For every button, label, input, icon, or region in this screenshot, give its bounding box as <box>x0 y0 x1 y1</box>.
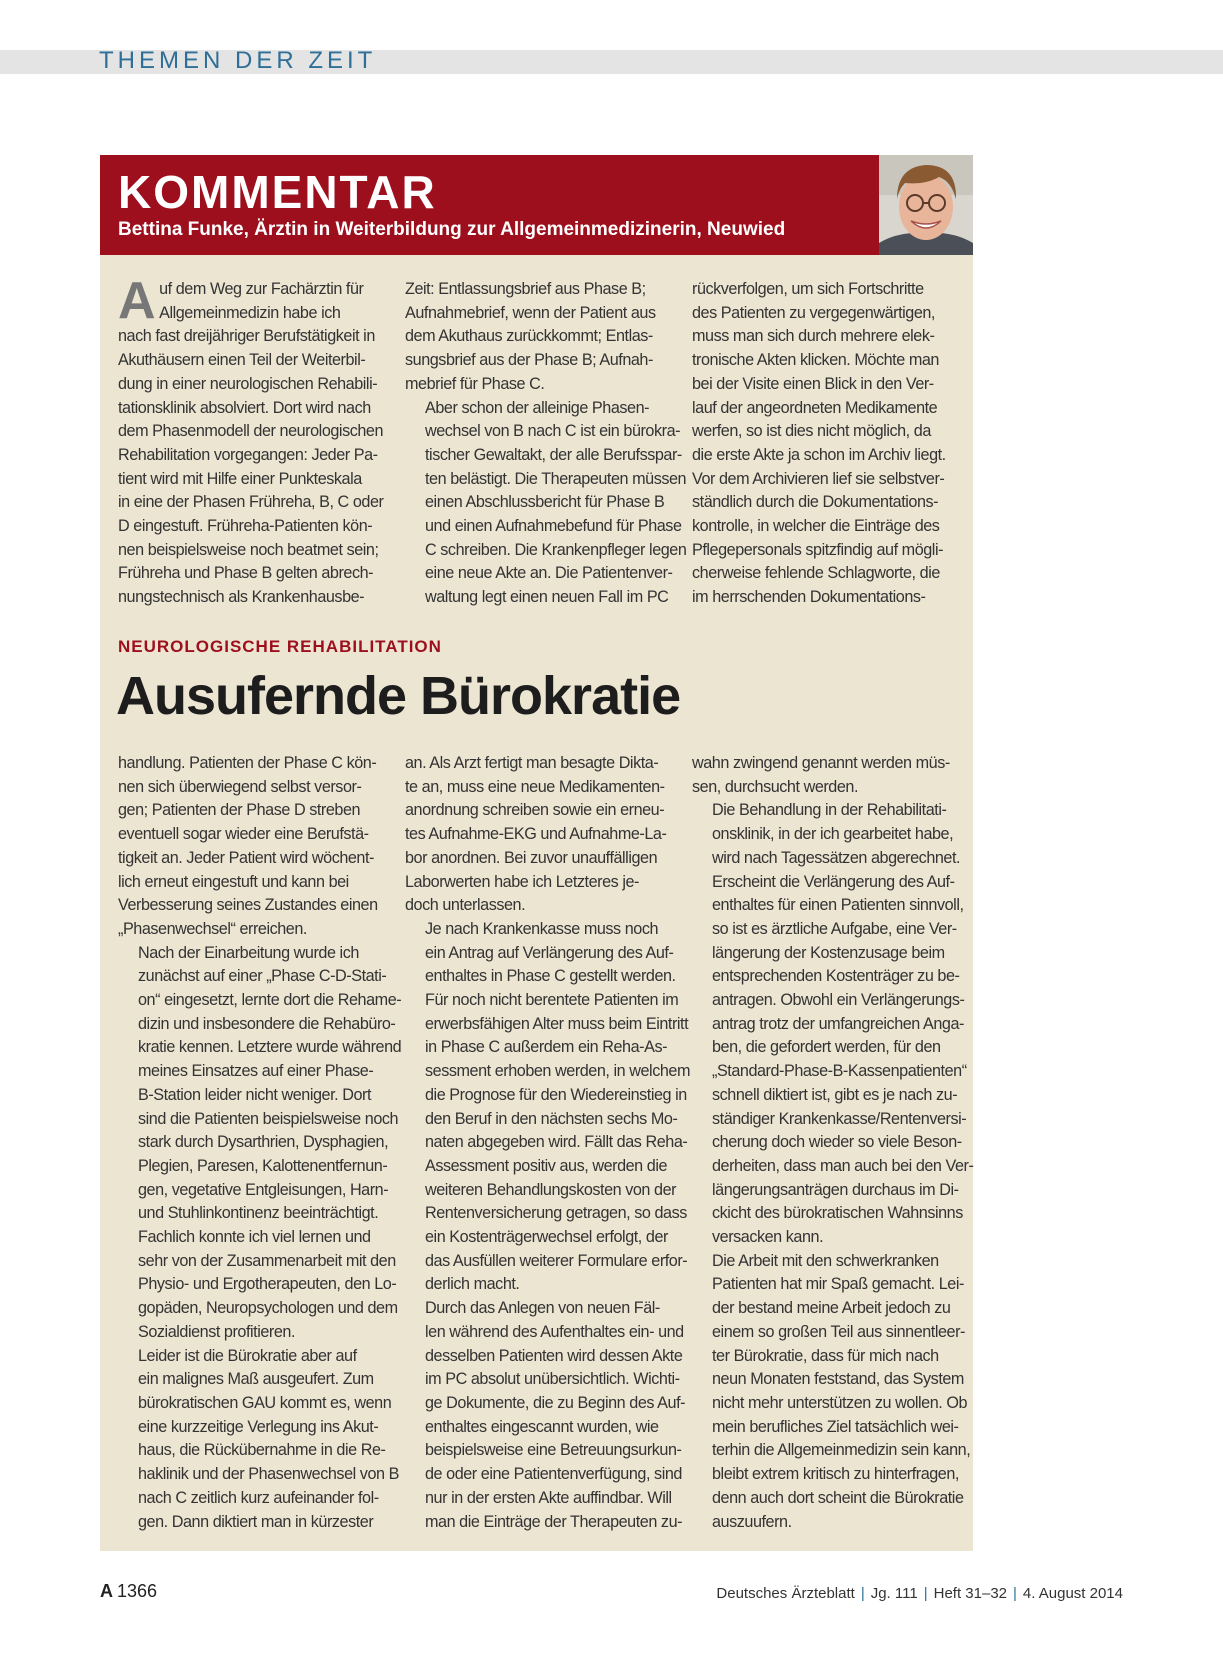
text-line: de oder eine Patientenverfügung, sind <box>425 1465 682 1484</box>
text-line: Aufnahmebrief, wenn der Patient aus <box>405 303 656 322</box>
text-line: tes Aufnahme-EKG und Aufnahme-La- <box>405 825 667 844</box>
text-line: muss man sich durch mehrere elek- <box>692 327 935 346</box>
text-line: Die Behandlung in der Rehabilitati- <box>712 801 947 820</box>
column-3-top <box>692 278 955 610</box>
text-line: des Patienten zu vergegenwärtigen, <box>692 303 935 322</box>
text-line: tationsklinik absolviert. Dort wird nach <box>118 398 371 417</box>
text-line: antrag trotz der umfangreichen Anga- <box>712 1014 964 1033</box>
text-line: Zeit: Entlassungsbrief aus Phase B; <box>405 280 646 298</box>
text-line: man die Einträge der Therapeuten zu- <box>425 1512 683 1531</box>
text-line: nen sich überwiegend selbst versor- <box>118 777 362 796</box>
text-line: Verbesserung seines Zustandes einen <box>118 896 378 915</box>
text-line: und Stuhlinkontinenz beeinträchtigt. <box>138 1204 379 1223</box>
text-line: nungstechnisch als Krankenhausbe- <box>118 588 365 607</box>
text-line: Fachlich konnte ich viel lernen und <box>138 1228 371 1247</box>
paragraph <box>405 1297 686 1534</box>
text-line: enthaltes für einen Patienten sinnvoll, <box>712 896 964 915</box>
text-line: Assessment positiv aus, werden die <box>425 1156 668 1175</box>
text-line: in Phase C außerdem ein Reha-As- <box>425 1038 668 1057</box>
text-line: sind die Patienten beispielsweise noch <box>138 1109 399 1128</box>
text-line: dem Akuthaus zurückkommt; Entlas- <box>405 327 653 346</box>
text-line: derheiten, dass man auch bei den Ver- <box>712 1156 974 1175</box>
text-line: ein Antrag auf Verlängerung des Auf- <box>425 943 674 962</box>
text-line: in eine der Phasen Frühreha, B, C oder <box>118 493 384 512</box>
text-line: Laborwerten habe ich Letzteres je- <box>405 872 639 891</box>
text-line: Rehabilitation vorgegangen: Jeder Pa- <box>118 445 378 464</box>
text-line: die erste Akte ja schon im Archiv liegt. <box>692 445 946 464</box>
text-line: Aber schon der alleinige Phasen- <box>425 398 650 417</box>
text-line: das Ausfüllen weiterer Formulare erfor- <box>425 1251 688 1270</box>
text-line: D eingestuft. Frühreha-Patienten kön- <box>118 517 373 536</box>
text-line: einem so großen Teil aus sinnentleer- <box>712 1322 965 1341</box>
journal-name: Deutsches Ärzteblatt <box>716 1585 855 1602</box>
text-line: Rentenversicherung getragen, so dass <box>425 1204 687 1223</box>
text-line: entsprechenden Kostenträger zu be- <box>712 967 960 986</box>
column-3-bottom <box>692 752 974 1534</box>
paragraph <box>405 752 668 918</box>
text-line: waltung legt einen neuen Fall im PC <box>425 588 669 607</box>
text-line: nicht mehr unterstützen zu wollen. Ob <box>712 1393 968 1412</box>
text-line: Sozialdienst profitieren. <box>138 1322 296 1341</box>
text-line: B-Station leider nicht weniger. Dort <box>138 1085 372 1104</box>
text-line: Die Arbeit mit den schwerkranken <box>712 1251 939 1270</box>
text-line: ge Dokumente, die zu Beginn des Auf- <box>425 1393 686 1412</box>
text-line: gen, vegetative Entgleisungen, Harn- <box>138 1180 389 1199</box>
rubric-title: KOMMENTAR <box>118 166 437 218</box>
text-line: dizin und insbesondere die Rehabüro- <box>138 1014 396 1033</box>
text-line: lauf der angeordneten Medikamente <box>692 398 938 417</box>
article-headline: Ausufernde Bürokratie <box>116 666 681 726</box>
text-line: cherweise fehlende Schlagworte, die <box>692 564 940 583</box>
journal-date: 4. August 2014 <box>1022 1585 1123 1602</box>
paragraph <box>118 272 384 610</box>
text-line: bor anordnen. Bei zuvor unauffälligen <box>405 848 658 867</box>
text-line: im herrschenden Dokumentations- <box>692 588 926 607</box>
text-line: sungsbrief aus der Phase B; Aufnah- <box>405 351 653 370</box>
text-line: mein berufliches Ziel tatsächlich wei- <box>712 1417 959 1436</box>
text-line: so ist es ärztliche Aufgabe, eine Ver- <box>712 919 957 938</box>
journal-issue: Heft 31–32 <box>933 1585 1007 1602</box>
text-line: ten belästigt. Die Therapeuten müssen <box>425 469 687 488</box>
text-line: antragen. Obwohl ein Verlängerungs- <box>712 991 965 1010</box>
text-line: desselben Patienten wird dessen Akte <box>425 1346 683 1365</box>
text-line: zunächst auf einer „Phase C-D-Stati- <box>138 967 387 986</box>
text-line: bei der Visite einen Blick in den Ver- <box>692 374 934 393</box>
text-line: sehr von der Zusammenarbeit mit den <box>138 1251 396 1270</box>
text-line: Frühreha und Phase B gelten abrech- <box>118 564 374 583</box>
text-line: werfen, so ist dies nicht möglich, da <box>692 422 931 441</box>
paragraph <box>692 1250 971 1534</box>
text-line: einen Abschlussbericht für Phase B <box>425 493 665 512</box>
text-line: Durch das Anlegen von neuen Fäl- <box>425 1299 660 1318</box>
text-line: längerung der Kostenzusage beim <box>712 943 945 962</box>
text-line: tischer Gewaltakt, der alle Berufsspar- <box>425 445 682 464</box>
text-line: dem Phasenmodell der neurologischen <box>118 422 384 441</box>
text-line: neun Monaten feststand, das System <box>712 1370 964 1389</box>
paragraph <box>405 918 690 1297</box>
text-line: Erscheint die Verlängerung des Auf- <box>712 872 955 891</box>
text-line: „Phasenwechsel“ erreichen. <box>118 919 307 938</box>
article-kicker: NEUROLOGISCHE REHABILITATION <box>118 637 442 656</box>
page-prefix: A <box>100 1581 113 1601</box>
paragraph <box>118 942 402 1345</box>
text-line: Nach der Einarbeitung wurde ich <box>138 943 359 962</box>
text-line: rückverfolgen, um sich Fortschritte <box>692 280 924 298</box>
text-line: nach C zeitlich kurz aufeinander fol- <box>138 1488 379 1507</box>
text-line: Leider ist die Bürokratie aber auf <box>138 1346 357 1365</box>
page-number <box>100 1581 157 1602</box>
text-line: gen; Patienten der Phase D streben <box>118 801 361 820</box>
text-line: Plegien, Paresen, Kalottenentfernun- <box>138 1156 388 1175</box>
text-line: on“ eingesetzt, lernte dort die Rehame- <box>138 991 402 1010</box>
text-line: eine kurzzeitige Verlegung ins Akut- <box>138 1417 379 1436</box>
text-line: nach fast dreijähriger Berufstätigkeit in <box>118 327 375 346</box>
text-line: anordnung schreiben sowie ein erneu- <box>405 801 665 820</box>
text-line: an. Als Arzt fertigt man besagte Dikta- <box>405 754 659 772</box>
text-line: ben, die gefordert werden, für den <box>712 1038 941 1057</box>
text-line: ter Bürokratie, dass für mich nach <box>712 1346 939 1365</box>
paragraph <box>692 799 974 1249</box>
text-line: cherung doch wieder so viele Beson- <box>712 1133 962 1152</box>
text-line: „Standard-Phase-B-Kassenpatienten“ <box>712 1062 967 1081</box>
text-line: tient wird mit Hilfe einer Punkteskala <box>118 469 362 488</box>
text-line: Vor dem Archivieren lief sie selbstver- <box>692 469 945 488</box>
paragraph <box>692 752 955 799</box>
text-line: handlung. Patienten der Phase C kön- <box>118 754 377 772</box>
text-line: weiteren Behandlungskosten von der <box>425 1180 677 1199</box>
text-line: stark durch Dysarthrien, Dysphagien, <box>138 1133 389 1152</box>
text-line: ständlich durch die Dokumentations- <box>692 493 939 512</box>
text-line: haus, die Rückübernahme in die Re- <box>138 1441 386 1460</box>
text-line: doch unterlassen. <box>405 896 526 915</box>
text-line: nen beispielsweise noch beatmet sein; <box>118 540 379 559</box>
text-line: terhin die Allgemeinmedizin sein kann, <box>712 1441 971 1460</box>
text-line: die Prognose für den Wiedereinstieg in <box>425 1085 687 1104</box>
text-line: bürokratischen GAU kommt es, wenn <box>138 1393 392 1412</box>
text-line: wahn zwingend genannt werden müs- <box>692 754 950 772</box>
text-line: erwerbsfähigen Alter muss beim Eintritt <box>425 1014 689 1033</box>
text-line: gen. Dann diktiert man in kürzester <box>138 1512 374 1531</box>
text-line: eventuell sogar wieder eine Berufstä- <box>118 825 369 844</box>
text-line: haklinik und der Phasenwechsel von B <box>138 1465 399 1484</box>
column-2-bottom <box>405 752 690 1534</box>
text-line: kontrolle, in welcher die Einträge des <box>692 517 940 536</box>
text-line: ckicht des bürokratischen Wahnsinns <box>712 1204 963 1223</box>
text-line: Physio- und Ergotherapeuten, den Lo- <box>138 1275 397 1294</box>
column-1-bottom <box>118 752 402 1534</box>
text-line: auszuufern. <box>712 1512 792 1531</box>
paragraph <box>118 752 381 942</box>
paragraph <box>118 1345 399 1535</box>
text-line: versacken kann. <box>712 1228 824 1247</box>
text-line: enthaltes eingescannt wurden, wie <box>425 1417 659 1436</box>
text-line: den Beruf in den nächsten sechs Mo- <box>425 1109 678 1128</box>
text-line: sessment erhoben werden, in welchem <box>425 1062 690 1081</box>
text-line: und einen Aufnahmebefund für Phase <box>425 517 682 536</box>
text-line: mebrief für Phase C. <box>405 374 545 393</box>
column-2-top <box>405 278 687 610</box>
text-line: beispielsweise eine Betreuungsurkun- <box>425 1441 682 1460</box>
text-line: nur in der ersten Akte auffindbar. Will <box>425 1488 672 1507</box>
text-line: sen, durchsucht werden. <box>692 777 859 796</box>
text-line: Je nach Krankenkasse muss noch <box>425 919 659 938</box>
text-line: denn auch dort scheint die Bürokratie <box>712 1488 964 1507</box>
text-line: dung in einer neurologischen Rehabili- <box>118 374 378 393</box>
text-line: eine neue Akte an. Die Patientenver- <box>425 564 673 583</box>
text-line: derlich macht. <box>425 1275 520 1294</box>
drop-cap: A <box>118 272 156 330</box>
text-line: enthaltes in Phase C gestellt werden. <box>425 967 676 986</box>
author-byline: Bettina Funke, Ärztin in Weiterbildung zur Allgemeinmedizinerin, Neuwied <box>118 219 786 240</box>
text-line: Allgemeinmedizin habe ich <box>159 303 341 322</box>
text-line: kratie kennen. Letztere wurde während <box>138 1038 402 1057</box>
paragraph <box>405 397 687 610</box>
text-line: onsklinik, in der ich gearbeitet habe, <box>712 825 954 844</box>
text-line: meines Einsatzes auf einer Phase- <box>138 1062 374 1081</box>
text-line: len während des Aufenthaltes ein- und <box>425 1322 684 1341</box>
text-line: Für noch nicht berentete Patienten im <box>425 991 679 1010</box>
text-line: bleibt extrem kritisch zu hinterfragen, <box>712 1465 959 1484</box>
text-line: im PC absolut unübersichtlich. Wichti- <box>425 1370 680 1389</box>
text-line: wird nach Tagessätzen abgerechnet. <box>712 848 961 867</box>
text-line: tronische Akten klicken. Möchte man <box>692 351 939 370</box>
paragraph <box>692 278 955 610</box>
journal-volume: Jg. 111 <box>870 1585 918 1602</box>
text-line: gopäden, Neuropsychologen und dem <box>138 1299 398 1318</box>
paragraph <box>405 278 668 397</box>
page-number-value: 1366 <box>117 1581 158 1601</box>
text-line: ein malignes Maß ausgeufert. Zum <box>138 1370 374 1389</box>
text-line: Akuthäusern einen Teil der Weiterbil- <box>118 351 366 370</box>
publication-info: Deutsches Ärzteblatt | Jg. 111 | Heft 31–32 | 4. August 2014 <box>716 1585 1123 1602</box>
text-line: uf dem Weg zur Fachärztin für <box>159 280 364 298</box>
text-line: naten abgegeben wird. Fällt das Reha- <box>425 1133 688 1152</box>
text-line: ständiger Krankenkasse/Rentenversi- <box>712 1109 967 1128</box>
author-photo <box>879 155 973 255</box>
text-line: Pflegepersonals spitzfindig auf mögli- <box>692 540 944 559</box>
text-line: längerungsanträgen durchaus im Di- <box>712 1180 959 1199</box>
text-line: wechsel von B nach C ist ein bürokra- <box>425 422 681 441</box>
text-line: schnell diktiert ist, gibt es je nach zu- <box>712 1085 958 1104</box>
column-1-top <box>118 272 384 610</box>
text-line: der bestand meine Arbeit jedoch zu <box>712 1299 951 1318</box>
text-line: tigkeit an. Jeder Patient wird wöchent- <box>118 848 374 867</box>
section-label: THEMEN DER ZEIT <box>99 47 377 74</box>
text-line: C schreiben. Die Krankenpfleger legen <box>425 540 687 559</box>
text-line: ein Kostenträgerwechsel erfolgt, der <box>425 1228 668 1247</box>
text-line: Patienten hat mir Spaß gemacht. Lei- <box>712 1275 964 1294</box>
text-line: lich erneut eingestuft und kann bei <box>118 872 349 891</box>
text-line: te an, muss eine neue Medikamenten- <box>405 777 665 796</box>
